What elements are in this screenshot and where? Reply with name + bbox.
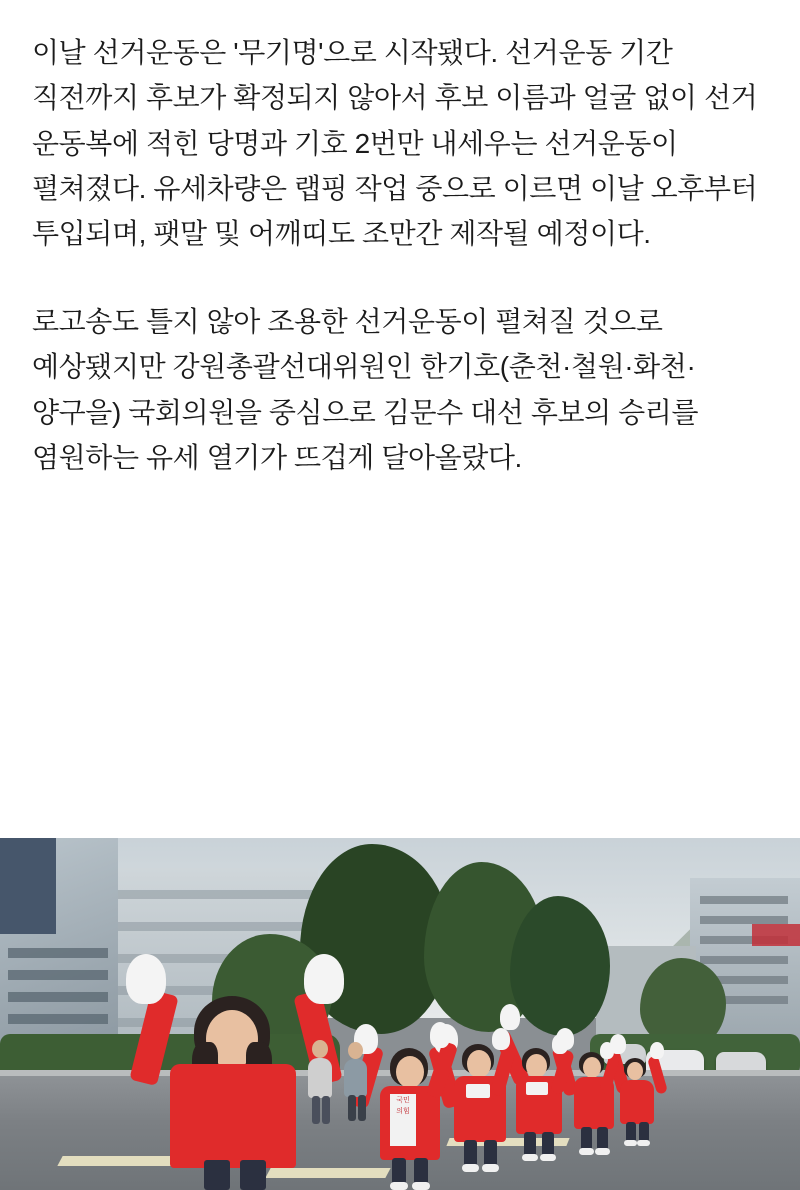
building-sign: [752, 924, 800, 946]
photo-scene: [0, 838, 800, 1190]
glove: [600, 1042, 614, 1059]
sash-label: 국민: [396, 1097, 410, 1104]
sash-label: 의힘: [396, 1108, 410, 1115]
glove: [430, 1022, 450, 1048]
pedestrian: [300, 1040, 340, 1132]
building-left-dark: [0, 838, 56, 934]
glove: [126, 954, 166, 1004]
glove: [650, 1042, 664, 1059]
article-paragraph: 이날 선거운동은 '무기명'으로 시작됐다. 선거운동 기간 직전까지 후보가 확정되지 않아서 후보 이름과 얼굴 없이 선거 운동복에 적힌 당명과 기호 2번만 내세우는 선거운동이 펼쳐졌다. 유세차량은 랩핑 작업 중으로 이르면 이날 오후부터 투입되며, 팻말 및 어깨띠도 조만간 제작될 예정이다.: [32, 37, 758, 250]
sash: [390, 1094, 416, 1146]
pedestrian: [336, 1042, 376, 1130]
glove: [492, 1028, 510, 1050]
glove: [552, 1034, 568, 1054]
article-body: [0, 0, 800, 480]
campaign-street-photo: [0, 838, 800, 1190]
article-paragraph: 로고송도 틀지 않아 조용한 선거운동이 펼쳐질 것으로 예상됐지만 강원총괄선대위원인 한기호(춘천·철원·화천·양구을) 국회의원을 중심으로 김문수 대선 후보의 승리를 염원하는 유세 열기가 뜨겁게 달아올랐다.: [32, 305, 699, 473]
tree: [510, 896, 610, 1036]
campaign-worker: [600, 1040, 672, 1152]
glove: [304, 954, 344, 1004]
